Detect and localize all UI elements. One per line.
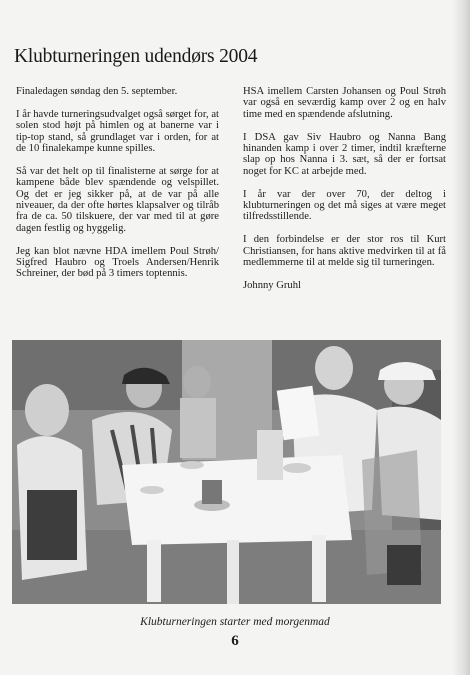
page-edge-shadow [452,0,470,675]
breakfast-photo [12,340,441,604]
photo-illustration [12,340,441,604]
article-signature: Johnny Gruhl [243,279,301,291]
article-paragraph: I den forbindelse er der stor ros til Kurt Christiansen, for hans aktive medvirken til at få medlemmerne til at melde sig til turneringen. [243,234,446,269]
page-number: 6 [231,633,239,649]
article-column-right [243,86,446,303]
article-paragraph: I DSA gav Siv Haubro og Nanna Bang hinanden kamp i over 2 timer, indtil kræfterne slap op hos Nanna i 3. sæt, så der er fortsat noget for KC at arbejde med. [243,131,446,177]
article-paragraph: Finaledagen søndag den 5. september. [16,86,178,97]
article-paragraph: I år var der over 70, der deltog i klubturneringen og det må siges at være meget tilfredsstillende. [243,188,446,223]
article-paragraph: Så var det helt op til finalisterne at sørge for at kampene både blev spændende og velspillet. Og det er jeg sikker på, at de var på alle niveauer, da der ofte hørtes klapsalver og tilråb fra de ca. 50 tilskuere, der var med til at gøre dagen festlig og hyggelig. [16,165,219,234]
article-title: Klubturneringen udendørs 2004 [14,46,258,67]
article-column-left [16,86,219,291]
photo-caption: Klubturneringen starter med morgenmad [140,616,330,628]
article-paragraph: Jeg kan blot nævne HDA imellem Poul Strøh/ Sigfred Haubro og Troels Andersen/Henrik Schreiner, der bød på 3 timers toptennis. [16,245,219,280]
article-paragraph: HSA imellem Carsten Johansen og Poul Strøh var også en seværdig kamp over 2 og en halv time med en spændende afslutning. [243,86,446,120]
article-paragraph: I år havde turneringsudvalget også sørget for, at solen stod højt på himlen og at banerne var i tip-top stand, så grundlaget var i orden, for at de 10 finalekampe kunne spilles. [16,108,219,155]
